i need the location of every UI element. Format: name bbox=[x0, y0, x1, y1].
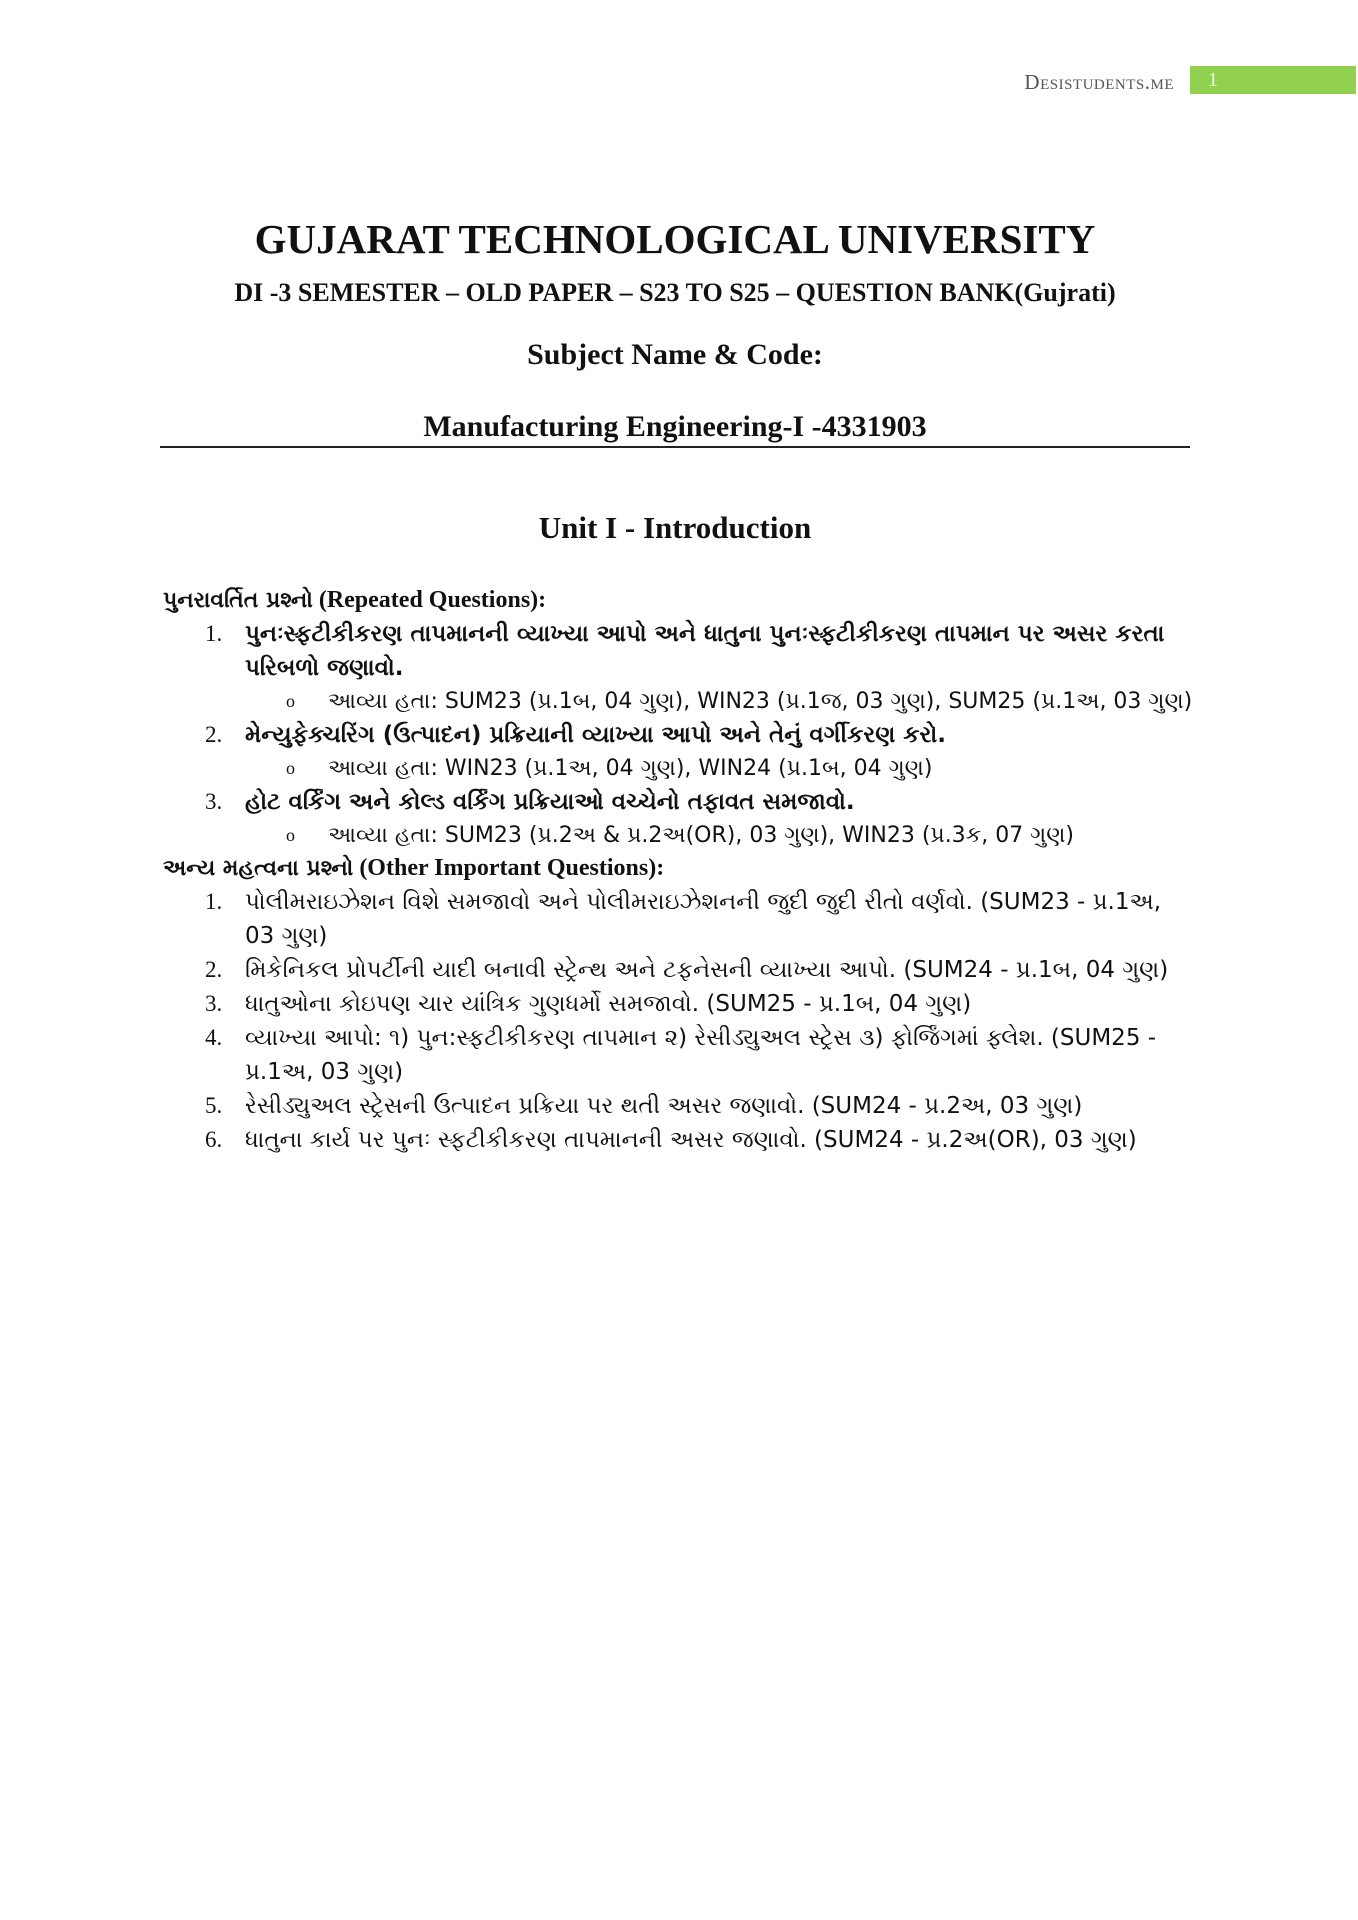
repeated-heading-english: (Repeated Questions): bbox=[312, 587, 547, 613]
question-text: હોટ વર્કિંગ અને કોલ્ડ વર્કિંગ પ્રક્રિયાઓ વચ્ચેનો તફાવત સમજાવો. bbox=[245, 789, 855, 815]
repeated-questions-list bbox=[163, 617, 1193, 852]
question-text: મિકેનિકલ પ્રોપર્ટીની યાદી બનાવી સ્ટ્રેન્થ અને ટફનેસની વ્યાખ્યા આપો. (SUM24 - પ્ર.1બ, 04 ગુણ) bbox=[245, 957, 1169, 983]
other-questions-heading bbox=[163, 852, 1193, 885]
other-questions-list bbox=[163, 885, 1193, 1157]
question-content bbox=[163, 584, 1193, 1157]
question-number: 5. bbox=[205, 1093, 223, 1118]
asked-label: આવ્યા હતા: bbox=[328, 823, 438, 848]
semester-line: DI -3 SEMESTER – OLD PAPER – S23 TO S25 – QUESTION BANK(Gujrati) bbox=[234, 278, 1116, 307]
list-item bbox=[163, 1089, 1193, 1123]
other-heading-english: (Other Important Questions): bbox=[353, 855, 665, 881]
other-heading-gujarati: અન્ય મહત્વના પ્રશ્નો bbox=[163, 856, 354, 881]
asked-label: આવ્યા હતા: bbox=[328, 756, 438, 781]
question-number: 2. bbox=[205, 722, 223, 747]
asked-detail: SUM23 (પ્ર.1બ, 04 ગુણ), WIN23 (પ્ર.1જ, 03 ગુણ), SUM25 (પ્ર.1અ, 03 ગુણ) bbox=[437, 689, 1193, 714]
question-number: 3. bbox=[205, 991, 223, 1016]
repeated-questions-heading bbox=[163, 584, 1193, 617]
question-text: ધાતુના કાર્ય પર પુનઃ સ્ફટીકીકરણ તાપમાનની અસર જણાવો. (SUM24 - પ્ર.2અ(OR), 03 ગુણ) bbox=[245, 1127, 1137, 1153]
bullet-icon: o bbox=[286, 825, 295, 845]
question-text: વ્યાખ્યા આપો: ૧) પુન:સ્ફટીકીકરણ તાપમાન ૨) રેસીડ્યુઅલ સ્ટ્રેસ ૩) ફોર્જિંગમાં ફ્લેશ. (SUM25 - પ્ર.1અ, 03 ગુણ) bbox=[245, 1025, 1157, 1085]
list-item bbox=[163, 953, 1193, 987]
question-number: 1. bbox=[205, 621, 223, 646]
question-number: 3. bbox=[205, 789, 223, 814]
list-item bbox=[163, 718, 1193, 785]
subject-name: Manufacturing Engineering-I -4331903 bbox=[423, 410, 927, 443]
question-number: 1. bbox=[205, 889, 223, 914]
question-text: પુનઃસ્ફટીકીકરણ તાપમાનની વ્યાખ્યા આપો અને ધાતુના પુનઃસ્ફટીકીકરણ તાપમાન પર અસર કરતા પરિબળો જણાવો. bbox=[245, 621, 1165, 681]
title-block bbox=[160, 214, 1190, 446]
question-text: ધાતુઓના કોઇપણ ચાર યાંત્રિક ગુણધર્મો સમજાવો. (SUM25 - પ્ર.1બ, 04 ગુણ) bbox=[245, 991, 972, 1017]
university-title: GUJARAT TECHNOLOGICAL UNIVERSITY bbox=[254, 216, 1096, 262]
unit-title: Unit I - Introduction bbox=[538, 510, 812, 545]
list-item bbox=[163, 885, 1193, 953]
question-number: 2. bbox=[205, 957, 223, 982]
subject-label: Subject Name & Code: bbox=[527, 338, 823, 371]
question-number: 6. bbox=[205, 1127, 223, 1152]
bullet-icon: o bbox=[286, 691, 295, 711]
question-text: મેન્યુફેક્ચરિંગ (ઉત્પાદન) પ્રક્રિયાની વ્યાખ્યા આપો અને તેનું વર્ગીકરણ કરો. bbox=[245, 722, 946, 748]
list-item bbox=[163, 987, 1193, 1021]
asked-detail: WIN23 (પ્ર.1અ, 04 ગુણ), WIN24 (પ્ર.1બ, 04 ગુણ) bbox=[437, 756, 933, 781]
question-number: 4. bbox=[205, 1025, 223, 1050]
bullet-icon: o bbox=[286, 758, 295, 778]
page-header bbox=[0, 66, 1358, 96]
list-item bbox=[163, 617, 1193, 718]
question-text: પોલીમરાઇઝેશન વિશે સમજાવો અને પોલીમરાઇઝેશનની જુદી જુદી રીતો વર્ણવો. (SUM23 - પ્ર.1અ, 03 ગુણ) bbox=[245, 889, 1162, 949]
page-number: 1 bbox=[1190, 66, 1356, 94]
list-item bbox=[163, 1123, 1193, 1157]
question-text: રેસીડ્યુઅલ સ્ટ્રેસની ઉત્પાદન પ્રક્રિયા પર થતી અસર જણાવો. (SUM24 - પ્ર.2અ, 03 ગુણ) bbox=[245, 1093, 1083, 1119]
repeated-heading-gujarati: પુનરાવર્તિત પ્રશ્નો bbox=[163, 588, 313, 613]
asked-detail: SUM23 (પ્ર.2અ & પ્ર.2અ(OR), 03 ગુણ), WIN23 (પ્ર.3ક, 07 ગુણ) bbox=[437, 823, 1075, 848]
site-name: Desistudents.me bbox=[1024, 70, 1174, 94]
list-item bbox=[163, 785, 1193, 852]
list-item bbox=[163, 1021, 1193, 1089]
title-divider bbox=[160, 446, 1190, 448]
asked-label: આવ્યા હતા: bbox=[328, 689, 438, 714]
